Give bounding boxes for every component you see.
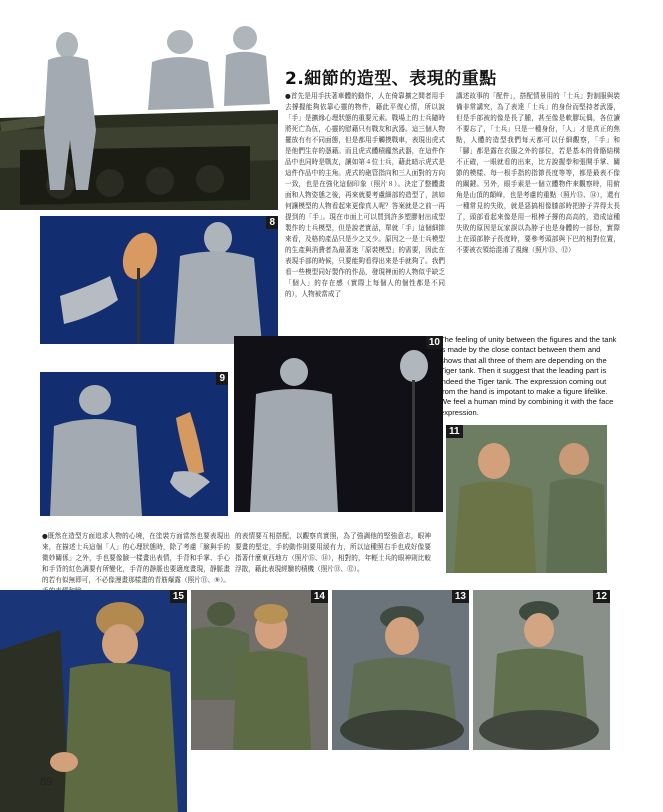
photo-number-13: 13 bbox=[452, 590, 469, 603]
photo-8 bbox=[40, 216, 278, 344]
photo-14 bbox=[191, 590, 328, 750]
photo-number-11: 11 bbox=[446, 425, 463, 438]
figure-9-illustration bbox=[40, 372, 228, 516]
tank-crew-illustration bbox=[0, 0, 278, 210]
photo-tank-crew bbox=[0, 0, 278, 210]
photo-number-15: 15 bbox=[170, 590, 187, 603]
photo-number-14: 14 bbox=[311, 590, 328, 603]
body-text-column-1: ●首先是用手扶著車體的動作，人在倚靠擴之間者用手去撐握能夠依靠心靈的物件，藉此平復心情，所以說「手」是擴緣心理狀態的重要元素。戰場上的士兵隨時將死亡為伍，心靈的慰藉只有戰友和武器。這三個人物擺放有有不同面態，但是都用手觸摸戰車，表現出虎式是他們生存的憑藉。而且虎式體積龐然武器，在這件作品中也同時是戰友，讓如第４位士兵，藉此暗示虎式是這件作品中的主角。虎式的砲管指向和三人面對的方向一致，也是在強化這個印象（照片８）。決定了整體畫面和人物姿態之後，再來就要考慮細部的造型了，該如何讓模型的人物看起來更像真人呢？答案就是之前一再提到的「手」。現在市面上可以買到許多塑膠射出成型製作的士兵模型，但是說老實話，單就「手」這個細節來看，及格的產品只是少之又少。原因之一是士兵模型的生產與消費者為最著迷「原裝模型」的需要，因此在表現手部的時候，只要能夠看得出來是手就夠了。我們看一些模型同好製作的作品，發現裡面的人物似乎缺乏「個人」的存在感（實際上每個人的個性都是不同的），人物被當成了 bbox=[285, 92, 445, 298]
photo-15 bbox=[0, 590, 187, 812]
page-number: 89 bbox=[40, 776, 53, 788]
article-heading: 2.細節的造型、表現的重點 bbox=[285, 69, 497, 89]
photo-number-8: 8 bbox=[266, 216, 278, 229]
body-text-column-2: 講述故事的「配件」，搭配情景用的「士兵」對制服與裝備非常講究，為了表達「士兵」的身份而堅持者武器，但是手部被的像是長了腫，甚至像是軟膠玩偶，各位讀不要忘了，「士兵」只是一種身份，「人」才是真正的焦點，人體的造型我們每天都可以仔細觀察，「手」和「腳」都是露在衣服之外的部位，若是基本的骨骼結構不正確，一眼就看的出來，比方說握拳和張開手掌、關節的模樣、每一根手指的指節長度等等，都是最表不像的關鍵。另外，眼手素是一個立體物件來觀察時，用俯角是山頂的顛峰，也是考慮的重點（照片⑮、⑭），還有一種常見的失敗，就是惡搞相像膝部時把脖子弄得太長了，頭部看起來像是用一根棒子撐的高高的，造成這種失敗的原因是玩家誤以為脖子也是身體的一部份，實際上在頭部脖子長度時，要參考頭部與下巴的相對位置，不要被衣領給混淆了視線（照片⑬、⑫） bbox=[456, 92, 620, 254]
photo-9 bbox=[40, 372, 228, 516]
photo-12 bbox=[473, 590, 610, 750]
body-text-column-4: 的表情要互相搭配，以觀察真實照，為了強調他的堅強意志，眼神要畫的堅定，手的動作則要用緩有力，所以這種照右手也成好像要指著什麼東西地方（照片⑮、⑭），相對的，年輕士兵的眼神則比較浮散，藉此表現經驗的積機（照片⑬、⑫）。 bbox=[235, 532, 431, 573]
photo-10 bbox=[234, 336, 443, 512]
photo-11 bbox=[446, 425, 607, 573]
photo-number-12: 12 bbox=[593, 590, 610, 603]
photo-number-9: 9 bbox=[216, 372, 228, 385]
photo-13 bbox=[332, 590, 469, 750]
figure-11-illustration bbox=[446, 425, 607, 573]
figure-14-illustration bbox=[191, 590, 328, 750]
body-text-column-3: ●既然在造型方面追求人物的心境，在塗裝方面當然也要表現出來，在描述士兵這個「人」的心理狀態時，除了考慮「臉與手的微妙關係」之外，手也要像臉一樣畫出表情，手背和手掌、手心和手背的紅色調要有所變化，手背的靜脈也要適度畫現，靜脈畫的若有似無即可，不必像漫畫那樣畫的青筋爆露（照片⑪、⑨）。 bbox=[42, 532, 230, 584]
figure-10-illustration bbox=[234, 336, 443, 512]
figure-8-illustration bbox=[40, 216, 278, 344]
figure-15-illustration bbox=[0, 590, 187, 812]
english-caption: The feeling of unity between the figures and the tank is made by the close contact between them and shows that all three of them are depending on the Tiger tank. Then it suggest that the leading part is indeed the Tiger tank. The expression coming out from the hand is impotant to make a figure lifelike. We feel a human mind by combining it with the face expression. bbox=[440, 335, 617, 417]
photo-number-10: 10 bbox=[426, 336, 443, 349]
figure-13-illustration bbox=[332, 590, 469, 750]
figure-12-illustration bbox=[473, 590, 610, 750]
